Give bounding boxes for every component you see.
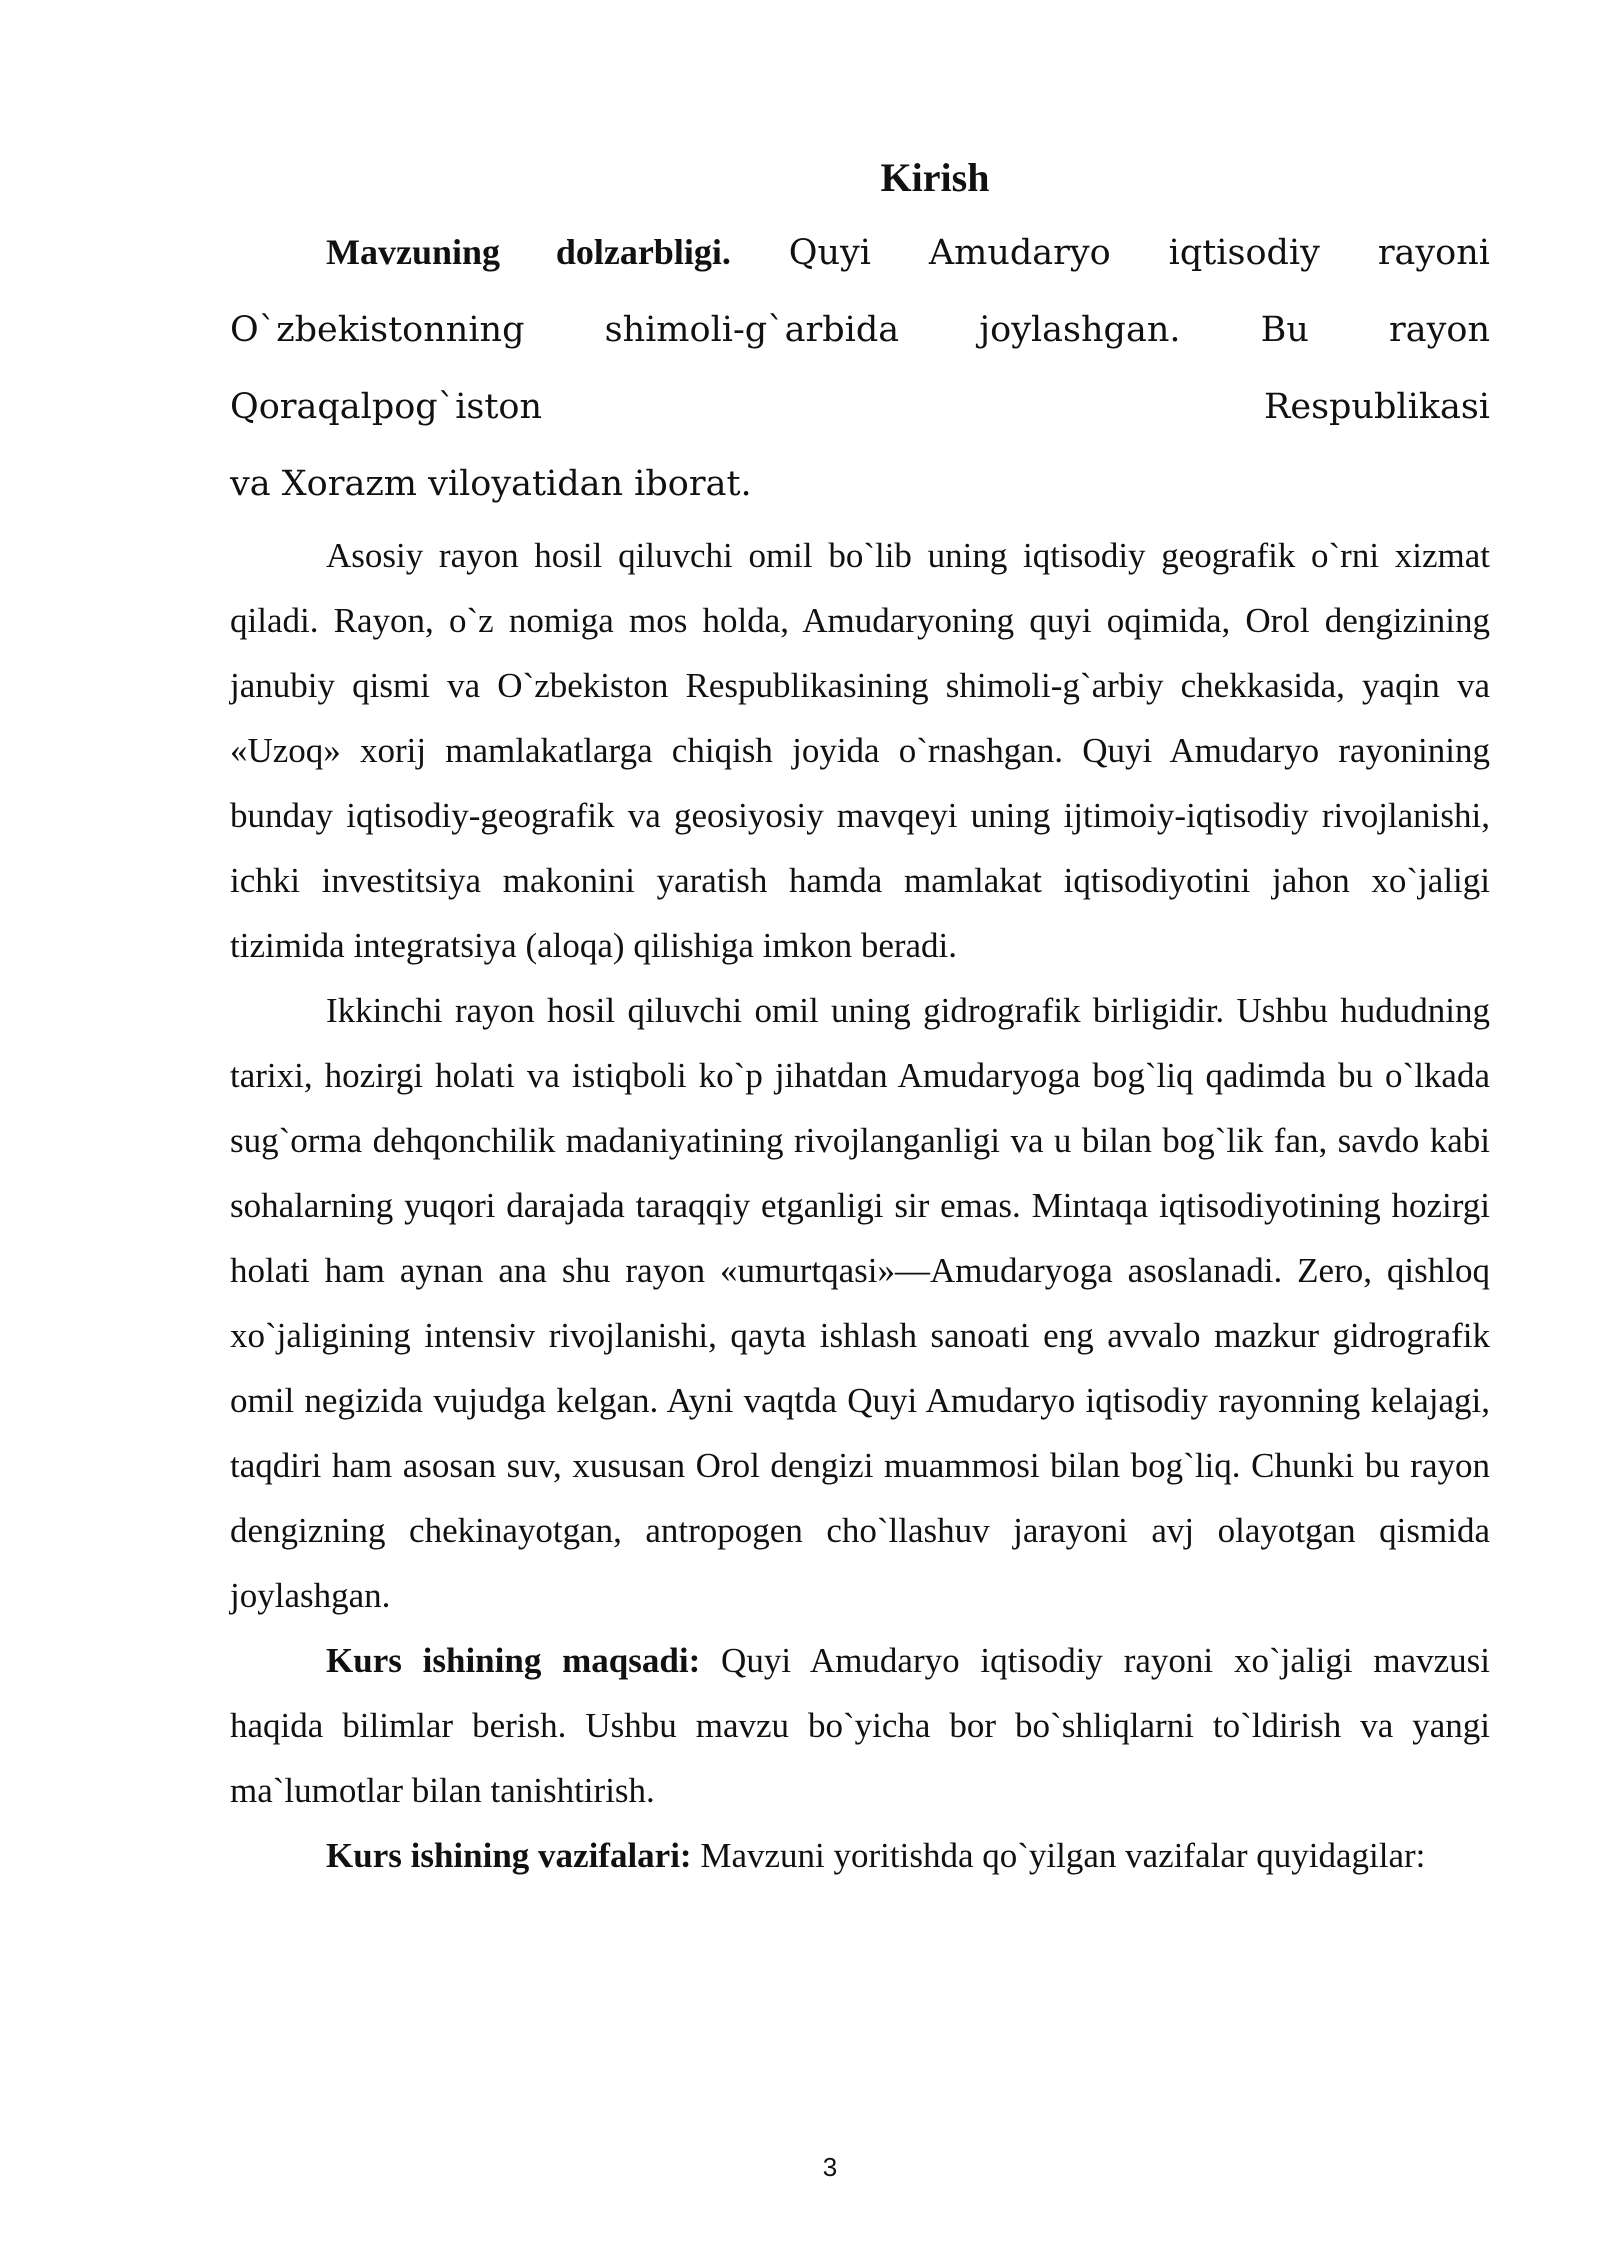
goal-text: Quyi Amudaryo iqtisodiy rayoni xo`jaligi mavzusi haqida bilimlar berish. Ushbu mavzu bo`yicha bor bo`shliqlarni to`ldirish va yangi ma`lumotlar bilan tanishtirish. — [230, 1641, 1490, 1810]
goal-label: Kurs ishining maqsadi: — [326, 1641, 701, 1680]
page-content — [230, 150, 1490, 1888]
intro-line-4: va Xorazm viloyatidan iborat. — [230, 464, 752, 504]
tasks-label: Kurs ishining vazifalari: — [326, 1836, 692, 1875]
tasks-text: Mavzuni yoritishda qo`yilgan vazifalar quyidagilar: — [691, 1836, 1426, 1875]
tasks-paragraph — [230, 1823, 1490, 1888]
page-title: Kirish — [880, 155, 990, 200]
intro-paragraph — [230, 214, 1490, 523]
intro-line-2: O`zbekistonning shimoli-g`arbida joylashgan. Bu rayon — [230, 310, 1490, 350]
intro-label: Mavzuning dolzarbligi. — [326, 232, 731, 272]
paragraph-1: Asosiy rayon hosil qiluvchi omil bo`lib uning iqtisodiy geografik o`rni xizmat qiladi. Rayon, o`z nomiga mos holda, Amudaryoning quyi oqimida, Orol dengizining janubiy qismi va O`zbekiston Respublikasining shimoli-g`arbiy chekkasida, yaqin va «Uzoq» xorij mamlakatlarga chiqish joyida o`rnashgan. Quyi Amudaryo rayonining bunday iqtisodiy-geografik va geosiyosiy mavqeyi uning ijtimoiy-iqtisodiy rivojlanishi, ichki investitsiya makonini yaratish hamda mamlakat iqtisodiyotini jahon xo`jaligi tizimida integratsiya (aloqa) qilishiga imkon beradi. — [230, 536, 1490, 965]
goal-paragraph — [230, 1628, 1490, 1823]
intro-line-1 — [230, 214, 1490, 292]
intro-line-1-text: Quyi Amudaryo iqtisodiy rayoni — [788, 233, 1490, 273]
paragraph-2: Ikkinchi rayon hosil qiluvchi omil uning gidrografik birligidir. Ushbu hududning tarixi, hozirgi holati va istiqboli ko`p jihatdan Amudaryoga bog`liq qadimda bu o`lkada sug`orma dehqonchilik madaniyatining rivojlanganligi va u bilan bog`lik fan, savdo kabi sohalarning yuqori darajada taraqqiy etganligi sir emas. Mintaqa iqtisodiyotining hozirgi holati ham aynan ana shu rayon «umurtqasi»—Amudaryoga asoslanadi. Zero, qishloq xo`jaligining intensiv rivojlanishi, qayta ishlash sanoati eng avvalo mazkur gidrografik omil negizida vujudga kelgan. Ayni vaqtda Quyi Amudaryo iqtisodiy rayonning kelajagi, taqdiri ham asosan suv, xususan Orol dengizi muammosi bilan bog`liq. Chunki bu rayon dengizning chekinayotgan, antropogen cho`llashuv jarayoni avj olayotgan qismida joylashgan. — [230, 991, 1490, 1615]
intro-line-3: Qoraqalpog`iston Respublikasi — [230, 387, 1490, 427]
page-number: 3 — [822, 2152, 838, 2182]
